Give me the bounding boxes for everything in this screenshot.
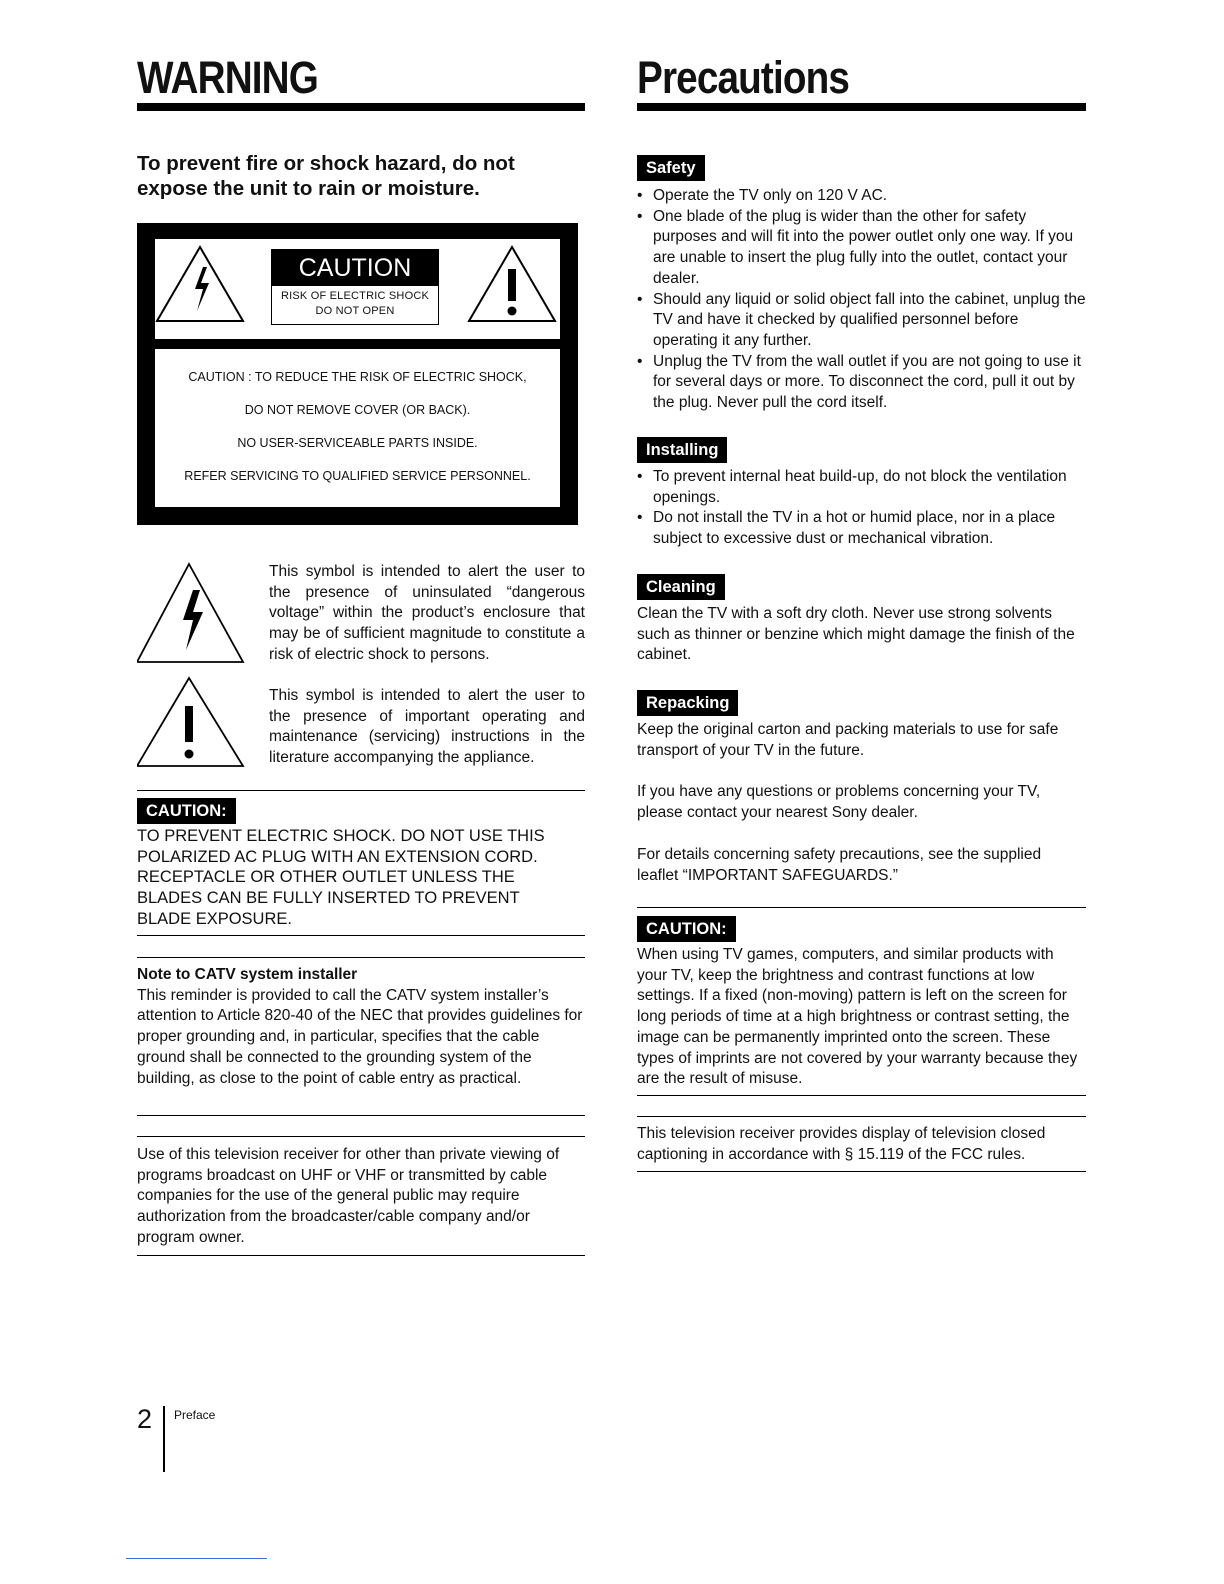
bottom-rule xyxy=(126,1558,267,1559)
divider xyxy=(137,1255,585,1256)
lightning-symbol-row xyxy=(137,562,585,672)
caution-plug-text: TO PREVENT ELECTRIC SHOCK. DO NOT USE THIS POLARIZED AC PLUG WITH AN EXTENSION CORD. RECEPTACLE OR OTHER OUTLET UNLESS THE BLADES CAN BE FULLY INSERTED TO PREVENT BLADE EXPOSURE. xyxy=(137,827,545,928)
precautions-title: Precautions xyxy=(637,52,850,103)
caution-label-panel xyxy=(137,223,578,525)
lightning-symbol-text: This symbol is intended to alert the user to the presence of uninsulated “dangerous voltage” within the product’s enclosure that may be of sufficient magnitude to constitute a risk of electric shock to persons. xyxy=(269,563,585,663)
cleaning-badge: Cleaning xyxy=(637,574,725,600)
lightning-warning-icon xyxy=(155,245,245,325)
warning-title: WARNING xyxy=(137,52,319,103)
hazard-notice: To prevent fire or shock hazard, do not expose the unit to rain or moisture. xyxy=(137,152,515,200)
catv-text: This reminder is provided to call the CATV system installer’s attention to Article 820-40 of the NEC that provides guidelines for proper grounding and, in particular, specifies that the cable ground shall be connected to the grounding system of the building, as close to the point of cable entry as practical. xyxy=(137,986,583,1087)
list-item: • Should any liquid or solid object fall into the cabinet, unplug the TV and have it checked by qualified personnel before operating it any further. xyxy=(637,290,1086,352)
caution-instructions xyxy=(155,349,560,507)
questions-text: If you have any questions or problems concerning your TV, please contact your nearest Sony dealer. xyxy=(637,783,1041,821)
caution-line-2: DO NOT REMOVE COVER (OR BACK). xyxy=(244,403,471,417)
exclamation-symbol-icon xyxy=(137,676,247,770)
list-item: • Unplug the TV from the wall outlet if you are not going to use it for several days or more. To disconnect the cord, pull it out by the plug. Never pull the cord itself. xyxy=(637,352,1086,414)
caution-line-1: CAUTION : TO REDUCE THE RISK OF ELECTRIC SHOCK, xyxy=(188,370,527,384)
caution-imprint-text: When using TV games, computers, and similar products with your TV, keep the brightness and contrast functions at low settings. If a fixed (non-moving) pattern is left on the screen for long periods of time at a high brightness or contrast setting, the image can be permanently imprinted onto the screen. These types of imprints are not covered by your warranty because they are the result of misuse. xyxy=(637,946,1078,1088)
details-text: For details concerning safety precautions, see the supplied leaflet “IMPORTANT SAFEGUARDS.” xyxy=(637,846,1042,884)
caution-label-top xyxy=(155,239,560,339)
divider xyxy=(637,1171,1086,1172)
installing-badge: Installing xyxy=(637,437,727,463)
list-item: • One blade of the plug is wider than the other for safety purposes and will fit into the power outlet only one way. If you are unable to insert the plug fully into the outlet, contact your dealer. xyxy=(637,207,1086,290)
safety-list xyxy=(637,186,1086,414)
caution-sub-line2: DO NOT OPEN xyxy=(315,305,395,317)
caution-sub-line1: RISK OF ELECTRIC SHOCK xyxy=(280,290,430,302)
exclamation-symbol-row xyxy=(137,676,585,776)
repacking-text: Keep the original carton and packing materials to use for safe transport of your TV in the future. xyxy=(637,721,1059,759)
page-number: 2 xyxy=(137,1404,153,1434)
caution-line-3: NO USER-SERVICEABLE PARTS INSIDE. xyxy=(237,436,478,450)
divider xyxy=(137,790,585,791)
divider xyxy=(137,1136,585,1137)
caution-sticker xyxy=(271,249,439,325)
caution-badge: CAUTION: xyxy=(137,798,236,824)
caution-word: CAUTION xyxy=(272,250,438,286)
title-rule xyxy=(137,103,585,111)
caution-badge: CAUTION: xyxy=(637,916,736,942)
safety-badge: Safety xyxy=(637,155,705,181)
divider xyxy=(137,957,585,958)
divider xyxy=(637,1116,1086,1117)
lightning-symbol-icon xyxy=(137,562,247,666)
repacking-badge: Repacking xyxy=(637,690,738,716)
divider xyxy=(137,935,585,936)
exclamation-symbol-text: This symbol is intended to alert the user to the presence of important operating and maintenance (servicing) instructions in the literature accompanying the appliance. xyxy=(269,687,585,767)
installing-list xyxy=(637,467,1086,550)
exclamation-warning-icon xyxy=(467,245,557,325)
catv-note xyxy=(137,965,585,1089)
list-item: • Operate the TV only on 120 V AC. xyxy=(637,186,1086,207)
caution-line-4: REFER SERVICING TO QUALIFIED SERVICE PERSONNEL. xyxy=(184,469,531,483)
footer-divider xyxy=(163,1406,165,1472)
divider xyxy=(637,907,1086,908)
cleaning-text: Clean the TV with a soft dry cloth. Never use strong solvents such as thinner or benzine which might damage the finish of the cabinet. xyxy=(637,605,1075,664)
list-item: • To prevent internal heat build-up, do not block the ventilation openings. xyxy=(637,467,1086,508)
section-label: Preface xyxy=(174,1408,216,1422)
divider xyxy=(637,1095,1086,1096)
list-item: • Do not install the TV in a hot or humid place, nor in a place subject to excessive dust or mechanical vibration. xyxy=(637,508,1086,549)
use-notice-text: Use of this television receiver for other than private viewing of programs broadcast on UHF or VHF or transmitted by cable companies for the use of the general public may require authorization from the broadcaster/cable company and/or program owner. xyxy=(137,1146,560,1246)
captioning-text: This television receiver provides display of television closed captioning in accordance with § 15.119 of the FCC rules. xyxy=(637,1125,1046,1163)
divider xyxy=(137,1115,585,1116)
title-rule xyxy=(637,103,1086,111)
catv-heading: Note to CATV system installer xyxy=(137,966,358,983)
